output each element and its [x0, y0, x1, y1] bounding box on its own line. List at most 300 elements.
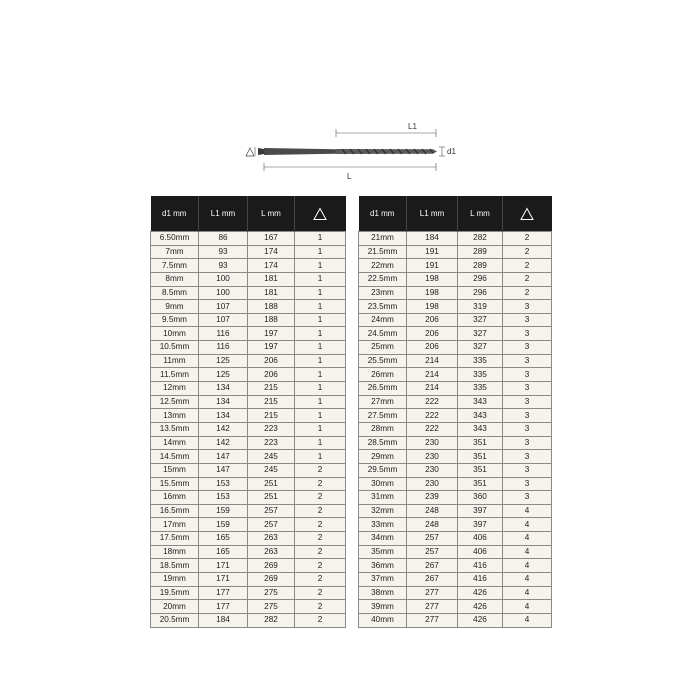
cell-l1: 257: [407, 545, 458, 559]
cell-l1: 177: [199, 600, 248, 614]
cell-d1: 18mm: [151, 545, 199, 559]
cell-l1: 142: [199, 422, 248, 436]
cell-l: 343: [458, 422, 503, 436]
cell-taper-number: 4: [503, 613, 552, 627]
cell-d1: 15.5mm: [151, 477, 199, 491]
cell-l1: 191: [407, 259, 458, 273]
cell-l: 426: [458, 600, 503, 614]
cell-d1: 22mm: [359, 259, 407, 273]
drill-diagram: [236, 114, 466, 184]
cell-d1: 30mm: [359, 477, 407, 491]
cell-l: 416: [458, 559, 503, 573]
table-header-row: [359, 196, 552, 232]
cell-l1: 159: [199, 518, 248, 532]
cell-d1: 26mm: [359, 368, 407, 382]
cell-taper-number: 1: [295, 259, 346, 273]
d1-label: d1: [447, 147, 456, 156]
cell-taper-number: 1: [295, 395, 346, 409]
cell-d1: 10mm: [151, 327, 199, 341]
cell-taper-number: 1: [295, 245, 346, 259]
cell-l: 289: [458, 245, 503, 259]
cell-taper-number: 1: [295, 327, 346, 341]
table-row: [151, 313, 346, 327]
cell-taper-number: 1: [295, 368, 346, 382]
cell-l1: 206: [407, 341, 458, 355]
cell-l: 251: [248, 477, 295, 491]
cell-d1: 31mm: [359, 491, 407, 505]
cell-d1: 17.5mm: [151, 532, 199, 546]
cell-d1: 29.5mm: [359, 463, 407, 477]
cell-taper-number: 2: [295, 559, 346, 573]
cell-taper-number: 1: [295, 409, 346, 423]
cell-taper-number: 3: [503, 354, 552, 368]
table-row: [359, 532, 552, 546]
cell-l: 215: [248, 382, 295, 396]
cell-l1: 107: [199, 313, 248, 327]
cell-l: 167: [248, 232, 295, 246]
cell-l: 181: [248, 272, 295, 286]
cell-l1: 206: [407, 313, 458, 327]
cell-taper-number: 2: [295, 504, 346, 518]
table-row: [151, 327, 346, 341]
cell-l1: 184: [199, 613, 248, 627]
cell-l1: 177: [199, 586, 248, 600]
table-row: [359, 573, 552, 587]
table-row: [359, 613, 552, 627]
cell-d1: 12.5mm: [151, 395, 199, 409]
table-row: [359, 545, 552, 559]
cell-d1: 8mm: [151, 272, 199, 286]
cell-taper-number: 1: [295, 450, 346, 464]
cell-l1: 230: [407, 477, 458, 491]
cell-l: 197: [248, 327, 295, 341]
cell-taper-number: 3: [503, 463, 552, 477]
table-row: [359, 450, 552, 464]
cell-l1: 116: [199, 327, 248, 341]
cell-d1: 24.5mm: [359, 327, 407, 341]
cell-l: 335: [458, 354, 503, 368]
cell-taper-number: 3: [503, 477, 552, 491]
cell-l1: 214: [407, 382, 458, 396]
table-row: [151, 300, 346, 314]
cell-d1: 40mm: [359, 613, 407, 627]
cell-l1: 248: [407, 504, 458, 518]
cell-l1: 198: [407, 286, 458, 300]
table-row: [359, 327, 552, 341]
table-row: [151, 545, 346, 559]
cell-l: 426: [458, 613, 503, 627]
cell-l1: 257: [407, 532, 458, 546]
cell-l: 245: [248, 450, 295, 464]
cell-l: 215: [248, 409, 295, 423]
table-row: [151, 395, 346, 409]
cell-taper-number: 4: [503, 545, 552, 559]
table-row: [151, 477, 346, 491]
table-row: [359, 395, 552, 409]
cell-d1: 14mm: [151, 436, 199, 450]
spec-table-right: [358, 196, 552, 628]
cell-d1: 13mm: [151, 409, 199, 423]
cell-l1: 239: [407, 491, 458, 505]
table-row: [359, 559, 552, 573]
cell-d1: 28mm: [359, 422, 407, 436]
cell-taper-number: 1: [295, 300, 346, 314]
cell-d1: 9mm: [151, 300, 199, 314]
table-row: [151, 259, 346, 273]
cell-l1: 153: [199, 477, 248, 491]
cell-l1: 147: [199, 450, 248, 464]
cell-l1: 191: [407, 245, 458, 259]
cell-l: 416: [458, 573, 503, 587]
cell-l1: 142: [199, 436, 248, 450]
cell-l: 257: [248, 504, 295, 518]
cell-taper-number: 1: [295, 341, 346, 355]
cell-d1: 22.5mm: [359, 272, 407, 286]
cell-l1: 147: [199, 463, 248, 477]
cell-l: 343: [458, 409, 503, 423]
table-row: [359, 245, 552, 259]
cell-taper-number: 2: [295, 463, 346, 477]
cell-l: 251: [248, 491, 295, 505]
table-row: [151, 409, 346, 423]
cell-taper-number: 2: [295, 573, 346, 587]
cell-l: 269: [248, 559, 295, 573]
cell-l: 206: [248, 368, 295, 382]
cell-d1: 16.5mm: [151, 504, 199, 518]
table-row: [359, 272, 552, 286]
l-label: L: [347, 172, 352, 181]
table-row: [359, 504, 552, 518]
cell-l: 343: [458, 395, 503, 409]
cell-l1: 134: [199, 409, 248, 423]
cell-taper-number: 1: [295, 286, 346, 300]
cell-l: 327: [458, 327, 503, 341]
drill-tang: [258, 148, 264, 155]
cell-d1: 7.5mm: [151, 259, 199, 273]
cell-l1: 267: [407, 573, 458, 587]
cell-taper-number: 3: [503, 450, 552, 464]
cell-taper-number: 4: [503, 573, 552, 587]
cell-l1: 230: [407, 450, 458, 464]
cell-taper-number: 2: [503, 259, 552, 273]
table-row: [151, 532, 346, 546]
table-row: [151, 518, 346, 532]
cell-l: 174: [248, 259, 295, 273]
table-row: [359, 313, 552, 327]
cell-d1: 10.5mm: [151, 341, 199, 355]
header-d1: d1 mm: [151, 196, 199, 232]
cell-taper-number: 3: [503, 368, 552, 382]
cell-d1: 17mm: [151, 518, 199, 532]
cell-taper-number: 3: [503, 300, 552, 314]
cell-taper-number: 4: [503, 586, 552, 600]
cell-taper-number: 4: [503, 600, 552, 614]
cell-l1: 230: [407, 463, 458, 477]
cell-l: 245: [248, 463, 295, 477]
cell-l1: 100: [199, 286, 248, 300]
table-row: [359, 232, 552, 246]
cell-taper-number: 2: [295, 600, 346, 614]
cell-taper-number: 2: [503, 286, 552, 300]
cell-l: 406: [458, 532, 503, 546]
cell-d1: 26.5mm: [359, 382, 407, 396]
cell-taper-number: 2: [295, 613, 346, 627]
cell-l1: 184: [407, 232, 458, 246]
table-row: [359, 600, 552, 614]
cell-d1: 32mm: [359, 504, 407, 518]
table-row: [359, 368, 552, 382]
table-row: [151, 613, 346, 627]
cell-l: 426: [458, 586, 503, 600]
table-row: [151, 491, 346, 505]
cell-l: 263: [248, 532, 295, 546]
cell-l: 181: [248, 286, 295, 300]
cell-l: 263: [248, 545, 295, 559]
cell-l: 351: [458, 436, 503, 450]
cell-taper-number: 1: [295, 354, 346, 368]
cell-d1: 9.5mm: [151, 313, 199, 327]
cell-d1: 18.5mm: [151, 559, 199, 573]
cell-l: 289: [458, 259, 503, 273]
table-row: [359, 491, 552, 505]
cell-taper-number: 2: [295, 586, 346, 600]
cell-l1: 214: [407, 354, 458, 368]
table-header-row: [151, 196, 346, 232]
table-row: [359, 409, 552, 423]
table-row: [359, 300, 552, 314]
cell-l: 327: [458, 341, 503, 355]
table-row: [359, 354, 552, 368]
cell-l: 335: [458, 382, 503, 396]
cell-taper-number: 4: [503, 559, 552, 573]
cell-l: 206: [248, 354, 295, 368]
cell-l1: 248: [407, 518, 458, 532]
cell-l1: 222: [407, 422, 458, 436]
cell-d1: 6.50mm: [151, 232, 199, 246]
cell-l: 397: [458, 504, 503, 518]
cell-l1: 277: [407, 613, 458, 627]
cell-d1: 20.5mm: [151, 613, 199, 627]
cell-l1: 206: [407, 327, 458, 341]
cell-d1: 23mm: [359, 286, 407, 300]
cell-taper-number: 3: [503, 491, 552, 505]
cell-l: 351: [458, 477, 503, 491]
table-row: [151, 586, 346, 600]
cell-d1: 29mm: [359, 450, 407, 464]
table-row: [151, 272, 346, 286]
header-l: L mm: [248, 196, 295, 232]
cell-l: 282: [248, 613, 295, 627]
cell-l1: 165: [199, 532, 248, 546]
cell-d1: 8.5mm: [151, 286, 199, 300]
cell-taper-number: 3: [503, 382, 552, 396]
cell-taper-number: 2: [503, 245, 552, 259]
l1-label: L1: [408, 122, 417, 131]
cell-l: 397: [458, 518, 503, 532]
cell-l1: 134: [199, 382, 248, 396]
cell-taper-number: 1: [295, 436, 346, 450]
cell-l1: 171: [199, 559, 248, 573]
cell-d1: 13.5mm: [151, 422, 199, 436]
cell-l: 275: [248, 586, 295, 600]
table-row: [151, 368, 346, 382]
cell-l: 269: [248, 573, 295, 587]
table-row: [151, 341, 346, 355]
cell-l1: 277: [407, 586, 458, 600]
cell-l1: 125: [199, 354, 248, 368]
cell-taper-number: 4: [503, 518, 552, 532]
cell-l1: 134: [199, 395, 248, 409]
cell-d1: 39mm: [359, 600, 407, 614]
cell-d1: 14.5mm: [151, 450, 199, 464]
table-row: [151, 573, 346, 587]
header-l1: L1 mm: [199, 196, 248, 232]
triangle-icon: [246, 148, 254, 156]
table-row: [151, 450, 346, 464]
triangle-icon: [312, 207, 328, 221]
cell-taper-number: 2: [295, 545, 346, 559]
table-row: [151, 422, 346, 436]
cell-taper-number: 2: [295, 518, 346, 532]
cell-l: 223: [248, 422, 295, 436]
cell-l: 174: [248, 245, 295, 259]
cell-taper-number: 1: [295, 382, 346, 396]
table-row: [359, 341, 552, 355]
table-row: [359, 518, 552, 532]
cell-taper-number: 2: [295, 477, 346, 491]
cell-d1: 20mm: [151, 600, 199, 614]
cell-d1: 36mm: [359, 559, 407, 573]
cell-l1: 214: [407, 368, 458, 382]
cell-l: 351: [458, 450, 503, 464]
cell-taper-number: 3: [503, 422, 552, 436]
cell-l: 188: [248, 300, 295, 314]
cell-l1: 267: [407, 559, 458, 573]
cell-l: 406: [458, 545, 503, 559]
cell-d1: 19mm: [151, 573, 199, 587]
cell-d1: 27mm: [359, 395, 407, 409]
cell-d1: 12mm: [151, 382, 199, 396]
header-d1: d1 mm: [359, 196, 407, 232]
cell-d1: 33mm: [359, 518, 407, 532]
cell-taper-number: 3: [503, 313, 552, 327]
cell-l1: 125: [199, 368, 248, 382]
cell-d1: 23.5mm: [359, 300, 407, 314]
drill-shank: [264, 148, 336, 155]
cell-l: 275: [248, 600, 295, 614]
cell-l: 215: [248, 395, 295, 409]
cell-taper-number: 3: [503, 436, 552, 450]
cell-taper-number: 1: [295, 422, 346, 436]
cell-d1: 16mm: [151, 491, 199, 505]
cell-d1: 21mm: [359, 232, 407, 246]
cell-l: 296: [458, 286, 503, 300]
cell-l1: 116: [199, 341, 248, 355]
cell-d1: 7mm: [151, 245, 199, 259]
cell-l: 296: [458, 272, 503, 286]
cell-l1: 107: [199, 300, 248, 314]
table-row: [151, 382, 346, 396]
header-taper: [503, 196, 552, 232]
table-row: [151, 436, 346, 450]
cell-l1: 159: [199, 504, 248, 518]
table-row: [359, 463, 552, 477]
cell-l1: 277: [407, 600, 458, 614]
cell-l1: 153: [199, 491, 248, 505]
cell-l: 257: [248, 518, 295, 532]
cell-taper-number: 3: [503, 409, 552, 423]
cell-taper-number: 4: [503, 504, 552, 518]
cell-l: 351: [458, 463, 503, 477]
cell-d1: 21.5mm: [359, 245, 407, 259]
cell-l1: 198: [407, 272, 458, 286]
cell-taper-number: 3: [503, 341, 552, 355]
cell-l: 319: [458, 300, 503, 314]
cell-l1: 222: [407, 395, 458, 409]
cell-l: 360: [458, 491, 503, 505]
header-l1: L1 mm: [407, 196, 458, 232]
header-l: L mm: [458, 196, 503, 232]
cell-taper-number: 3: [503, 395, 552, 409]
cell-taper-number: 2: [503, 272, 552, 286]
cell-l1: 171: [199, 573, 248, 587]
cell-l: 335: [458, 368, 503, 382]
cell-d1: 15mm: [151, 463, 199, 477]
cell-taper-number: 1: [295, 272, 346, 286]
cell-taper-number: 2: [295, 491, 346, 505]
cell-d1: 19.5mm: [151, 586, 199, 600]
cell-l1: 93: [199, 259, 248, 273]
cell-l1: 230: [407, 436, 458, 450]
cell-l1: 165: [199, 545, 248, 559]
table-row: [359, 286, 552, 300]
table-row: [151, 600, 346, 614]
cell-d1: 37mm: [359, 573, 407, 587]
cell-d1: 25.5mm: [359, 354, 407, 368]
table-row: [151, 463, 346, 477]
cell-l: 327: [458, 313, 503, 327]
cell-taper-number: 2: [295, 532, 346, 546]
cell-taper-number: 4: [503, 532, 552, 546]
cell-d1: 25mm: [359, 341, 407, 355]
table-row: [151, 232, 346, 246]
spec-table-left: [150, 196, 346, 628]
table-row: [359, 422, 552, 436]
cell-d1: 11.5mm: [151, 368, 199, 382]
cell-d1: 11mm: [151, 354, 199, 368]
cell-taper-number: 1: [295, 313, 346, 327]
cell-taper-number: 1: [295, 232, 346, 246]
cell-l1: 222: [407, 409, 458, 423]
cell-d1: 27.5mm: [359, 409, 407, 423]
cell-d1: 38mm: [359, 586, 407, 600]
header-taper: [295, 196, 346, 232]
cell-taper-number: 3: [503, 327, 552, 341]
cell-taper-number: 2: [503, 232, 552, 246]
cell-l1: 100: [199, 272, 248, 286]
table-row: [151, 245, 346, 259]
cell-l1: 86: [199, 232, 248, 246]
table-row: [359, 477, 552, 491]
cell-l1: 198: [407, 300, 458, 314]
cell-l: 282: [458, 232, 503, 246]
table-row: [359, 586, 552, 600]
cell-l: 188: [248, 313, 295, 327]
cell-l: 197: [248, 341, 295, 355]
table-row: [151, 559, 346, 573]
cell-d1: 24mm: [359, 313, 407, 327]
table-row: [151, 286, 346, 300]
